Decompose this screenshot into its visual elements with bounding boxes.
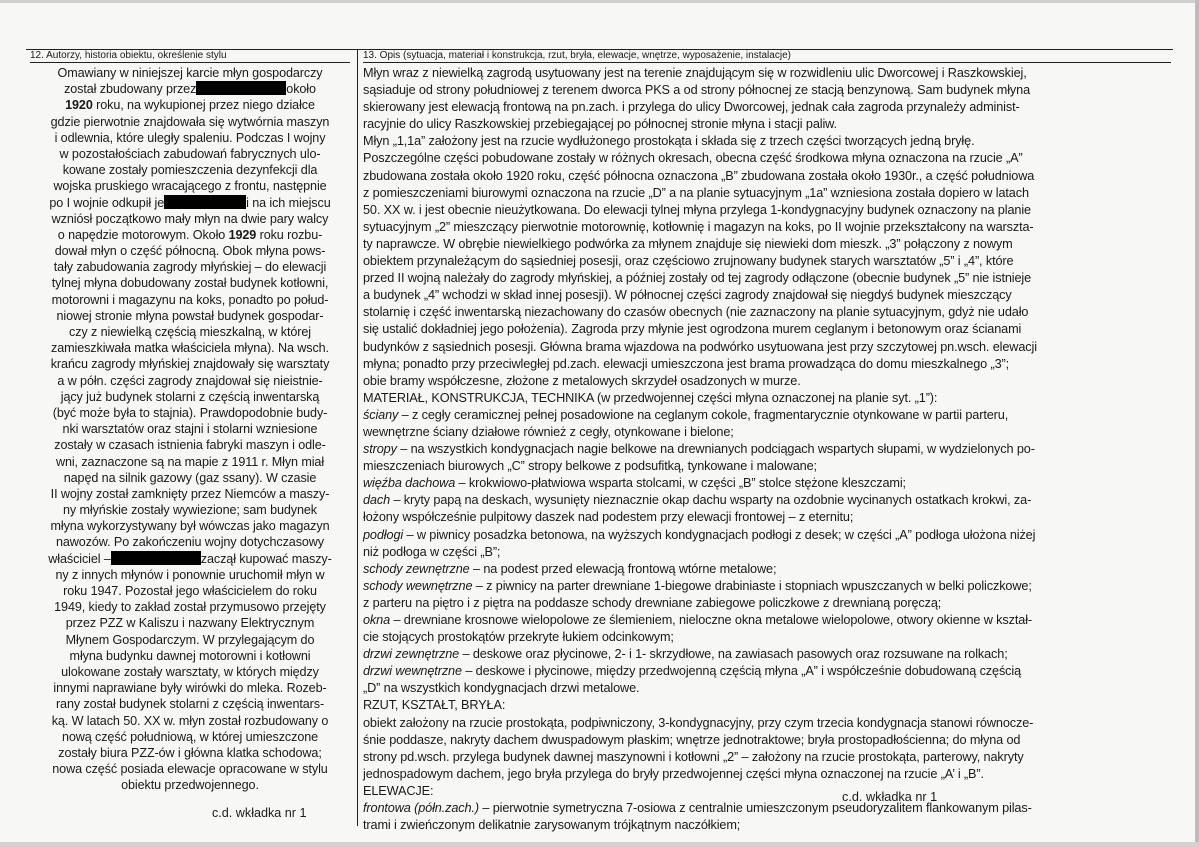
description-line: stolarnię i część inwentarską niezachowany do czasów obecnych (nie zaznaczony na planie sytuacyjnym, gdyż nie udało	[363, 305, 1029, 320]
history-text	[30, 65, 350, 793]
element-description: – w piwnicy posadzka betonowa, na wyższych kondygnacjach podłogi z desek; w części „A” podłoga ułożona niżej	[403, 527, 1036, 542]
history-line	[30, 696, 350, 712]
description-line: Młyn „1,1a” założony jest na rzucie wydłużonego prostokąta i składa się z trzech części tworzących jedną bryłę.	[363, 134, 975, 149]
element-term: stropy	[363, 442, 397, 457]
description-line: łożony współcześnie pulpitowy daszek nad podestem przy elewacji frontowej – z eternitu;	[363, 510, 854, 525]
description-line: skierowany jest elewacją frontową na pn.zach. i przylega do ulicy Dworcowej, jednak cała zagroda przynależy administ-	[363, 100, 1020, 115]
description-line: MATERIAŁ, KONSTRUKCJA, TECHNIKA (w przedwojennej części młyna oznaczonej na planie syt. „1”):	[363, 390, 938, 405]
description-line: wewnętrzne ściany działowe również z cegły, otynkowane i bielone;	[363, 424, 734, 439]
history-line-text: nawozów. Po zakończeniu wojny dotychczasowy	[55, 535, 324, 550]
history-line-text: napęd na silnik gazowy (gaz ssany). W czasie	[63, 470, 317, 485]
year-emphasis: 1920	[65, 98, 93, 113]
history-line-text: o napędzie motorowym. Około 1929 roku rozbu-	[57, 227, 323, 242]
history-line	[30, 65, 350, 81]
history-line-text: motorowni i magazynu na koks, ponadto po połud-	[51, 292, 329, 307]
redacted-name	[164, 195, 246, 209]
element-description: – kryty papą na deskach, wysunięty nieznacznie okap dachu wsparty na ozdobnie wycinanych ostatkach krokwi, za-	[390, 493, 1032, 508]
history-line-text: nowa część posiada elewacje opracowane w stylu	[52, 762, 328, 777]
history-line-text: i na ich miejscu	[246, 195, 331, 210]
history-line-text: niowej stronie młyna powstał budynek gospodar-	[56, 308, 324, 323]
description-line	[363, 663, 1171, 680]
history-line	[30, 648, 350, 664]
history-line	[30, 486, 350, 502]
history-line	[30, 518, 350, 534]
description-line	[363, 407, 1171, 424]
description-line: śnie poddasze, nakryty dachem dwuspadowym płaskim; wnętrze jednotraktowe; bryła prostopadłościenna; do młyna od	[363, 732, 1021, 747]
history-line-text: i odlewnia, które uległy spaleniu. Podczas I wojny	[54, 130, 326, 145]
description-line: RZUT, KSZTAŁT, BRYŁA:	[363, 698, 506, 713]
history-line-text: obiektu przedwojennego.	[121, 778, 259, 793]
description-line: mieszczeniach biurowych „C” stropy belkowe z podsufitką, tynkowane i malowane;	[363, 459, 817, 474]
history-line-text: zaczął kupować maszy-	[200, 551, 332, 566]
history-line	[30, 259, 350, 275]
history-line	[30, 470, 350, 486]
section-12-header: 12. Autorzy, historia obiektu, określenie stylu	[30, 49, 350, 63]
element-description: – na wszystkich kondygnacjach nagie belkowe na drewnianych podciągach wspartych słupami, w wydzielonych po-	[396, 442, 1035, 457]
element-description: – deskowe i płycinowe, między przedwojenną częścią młyna „A” i współcześnie dobudowaną częścią	[461, 664, 1022, 679]
history-line-text: 1949, kiedy to zakład został przymusowo przejęty	[54, 600, 326, 615]
history-line-text: młyna wykorzystywany był wówczas jako magazyn	[50, 519, 330, 534]
year-emphasis: 1929	[228, 227, 257, 242]
element-term: podłogi	[363, 527, 404, 542]
history-line-text: kowane zostały pomieszczenia dezynfekcji dla	[62, 163, 318, 178]
element-term: drzwi zewnętrzne	[363, 647, 460, 662]
element-description: – na podest przed elewacją frontową wtórne metalowe;	[469, 561, 777, 576]
description-line: „D” na wszystkich kondygnacjach drzwi metalowe.	[363, 681, 640, 696]
history-line-text: został zbudowany przez	[64, 82, 197, 97]
description-line: Poszczególne części pobudowane zostały w różnych okresach, obecna część środkowa młyna oznaczona na rzucie „A”	[363, 151, 1023, 166]
column-divider	[357, 49, 358, 826]
description-line: sytuacyjnym „2” mieszczący pierwotnie motorownię, kotłownię i magazyn na koks, po II wojnie przekształcony na warszta-	[363, 219, 1034, 234]
history-line-text: właściciel –	[48, 551, 111, 566]
description-line	[363, 492, 1171, 509]
history-line-text: (być może była to stajnia). Prawdopodobnie budy-	[52, 405, 328, 420]
history-line	[30, 454, 350, 470]
description-line: przed II wojną należały do zagrody młyńskiej, a później zostały od tej zagrody odłączone (obecnie budynek „5” nie istnieje	[363, 271, 1032, 286]
description-line: ty naprawcze. W obrębie niewielkiego podwórka za młynem znajduje się niewieki dom mieszk. „3” połączony z nowym	[363, 236, 1013, 251]
description-line: niż podłoga w części „B”;	[363, 544, 501, 559]
history-line	[30, 211, 350, 227]
history-line	[30, 146, 350, 162]
history-line-text: przez PZZ w Kaliszu i nazwany Elektrycznym	[65, 616, 315, 631]
description-line: z parteru na piętro i z piętra na poddasze schody drewniane zabiegowe policzkowe z drewnianą poręczą;	[363, 595, 942, 610]
history-line-text: jący już budynek stolarni z częścią inwentarską	[60, 389, 320, 404]
element-term: ściany	[363, 407, 399, 422]
history-line-text: czy z niewielką częścią mieszkalną, w której	[69, 325, 311, 339]
history-line-text: a w półn. części zagrody znajdował się nieistnie-	[57, 373, 323, 388]
history-line	[30, 308, 350, 324]
history-line	[30, 599, 350, 615]
history-line-text: ulokowane zostały warsztaty, w których między	[61, 664, 319, 679]
description-line	[363, 527, 1171, 544]
history-line	[30, 761, 350, 777]
history-line	[30, 195, 350, 211]
history-line-text: II wojny został zamknięty przez Niemców a maszy-	[50, 486, 330, 501]
element-description: – deskowe oraz płycinowe, 2- i 1- skrzydłowe, na zawiasach pasowych oraz rozsuwane na rolkach;	[459, 647, 1008, 662]
history-line	[30, 162, 350, 178]
element-term: schody wewnętrzne	[363, 578, 473, 593]
element-description: – z piwnicy na parter drewniane 1-biegowe drabiniaste i stopniach wpuszczanych w belki policzkowe;	[472, 578, 1032, 593]
history-line-text: roku 1947. Pozostał jego właścicielem do roku	[63, 584, 317, 598]
element-description: – z cegły ceramicznej pełnej posadowione na ceglanym cokole, fragmentarycznie otynkowane w partii parteru,	[398, 407, 1009, 422]
history-line	[30, 130, 350, 146]
history-line	[30, 729, 350, 745]
history-line	[30, 680, 350, 696]
description-line: jednospadowym dachem, jego bryła przylega do bryły przedwojennej części młyna oznaczonej na rzucie „A’ i „B”.	[363, 766, 984, 781]
history-line-text: tały zabudowania zagrody młyńskiej – do elewacji	[53, 260, 327, 275]
description-line: trami i zwieńczonym delikatnie zarysowanym trójkątnym naczółkiem;	[363, 818, 741, 833]
history-line	[30, 324, 350, 340]
history-line	[30, 421, 350, 437]
description-line: obiekt założony na rzucie prostokąta, podpiwniczony, 3-kondygnacyjny, przy czym trzecia kondygnacja stanowi równocze-	[363, 715, 1034, 730]
description-line: sąsiaduje od strony południowej z terenem dworca PKS a od strony północnej ze stacją benzynową. Sam budynek młyna	[363, 83, 1031, 98]
description-line: Młyn wraz z niewielką zagrodą usytuowany jest na terenie znajdującym się w rozwidleniu ulic Dworcowej i Raszkowskiej,	[363, 66, 1027, 80]
history-line	[30, 405, 350, 421]
sheet-edge-bottom	[0, 842, 1199, 847]
redacted-name	[111, 551, 201, 565]
history-line-text: młyna budynku dawnej motorowni i kotłowni	[69, 648, 311, 663]
history-line	[30, 713, 350, 729]
description-line	[363, 800, 1171, 817]
history-line-text: innymi naprawiane były wirówki do mleka. Rozeb-	[53, 681, 327, 696]
history-line	[30, 534, 350, 550]
history-line-text: wojska pruskiego wracającego z frontu, następnie	[53, 179, 327, 194]
description-line: cie stojących prostokątów przekryte łukiem odcinkowym;	[363, 630, 674, 645]
history-line	[30, 632, 350, 648]
section-13-header: 13. Opis (sytuacja, materiał i konstrukcja, rzut, bryła, elewacje, wnętrze, wyposażenie, instalacje)	[363, 49, 1171, 63]
history-line	[30, 551, 350, 567]
history-line	[30, 437, 350, 453]
element-term: frontowa (półn.zach.)	[363, 801, 479, 816]
history-line-text: po I wojnie odkupił je	[49, 195, 165, 210]
history-line	[30, 777, 350, 793]
history-line	[30, 502, 350, 518]
description-line: budynków z sąsiednich posesji. Główna brama wjazdowa na podwórko usytuowana jest przy szczytowej pn.wsch. elewacji	[363, 339, 1037, 354]
description-line: z pomieszczeniami biurowymi oznaczona na rzucie „D” a na planie sytuacyjnym „1a” wzniesiona została dopiero w latach	[363, 185, 1029, 200]
history-line-text: zamieszkiwała matka właściciela młyna). Na wsch.	[51, 341, 329, 356]
description-line: zbudowana została około 1920 roku, część północna oznaczona „B” zbudowana została około 1930r., a część południowa	[363, 168, 1035, 183]
element-term: więźba dachowa	[363, 476, 456, 491]
history-line	[30, 389, 350, 405]
left-column-history	[30, 49, 350, 829]
history-line	[30, 243, 350, 259]
history-line	[30, 356, 350, 372]
history-line-text: zostały biura PZZ-ów i główna klatka schodowa;	[58, 745, 322, 760]
description-text	[363, 65, 1171, 834]
history-line-text: dował młyn o część północną. Obok młyna pows-	[54, 244, 326, 259]
right-column-description	[363, 49, 1171, 833]
history-line	[30, 615, 350, 631]
history-line	[30, 340, 350, 356]
history-line	[30, 227, 350, 243]
history-line	[30, 81, 350, 97]
element-term: drzwi wewnętrzne	[363, 664, 462, 679]
history-line	[30, 275, 350, 291]
history-line-text: ny z innych młynów i ponownie uruchomił młyn w	[55, 567, 325, 582]
history-line	[30, 373, 350, 389]
element-description: – pierwotnie symetryczna 7-osiowa z centralnie umieszczonym pseudoryzalitem flankowanym pilas-	[478, 801, 1032, 816]
history-line-text: Młynem Gospodarczym. W przylegającym do	[65, 632, 315, 647]
element-term: schody zewnętrzne	[363, 561, 470, 576]
history-line	[30, 745, 350, 761]
description-line: młyna; ponadto przy przeciwległej pd.zach. elewacji umieszczona jest brama prowadząca do domu mieszkalnego „3”;	[363, 356, 1010, 371]
element-term: okna	[363, 613, 391, 627]
history-line-text: nki warsztatów oraz stajni i stolarni wzniesione	[62, 422, 318, 437]
description-line: obie bramy współczesne, złożone z metalowych skrzydeł osadzonych w murze.	[363, 373, 801, 388]
sheet-edge-right	[1195, 0, 1199, 847]
description-line: obiektem przynależącym do sąsiedniej posesji, oraz częściowo zrujnowany budynek starych warsztatów „5” i „4”, które	[363, 254, 1014, 269]
history-line	[30, 114, 350, 130]
description-line: racyjnie do ulicy Raszkowskiej przebiegającej po północnej stronie młyna i stacji paliw.	[363, 117, 837, 132]
description-line	[363, 612, 1171, 629]
history-line-text: wni, zaznaczone są na mapie z 1911 r. Młyn miał	[55, 454, 325, 469]
history-line	[30, 292, 350, 308]
history-line-text: Omawiany w niniejszej karcie młyn gospodarczy	[57, 66, 323, 80]
description-line: a budynek „4” wchodzi w skład innej posesji). W północnej części zagrody znajdował się niegdyś budynek mieszczący	[363, 288, 1012, 303]
history-line-text: ką. W latach 50. XX w. młyn został rozbudowany o	[51, 713, 329, 728]
description-line: ELEWACJE:	[363, 783, 434, 798]
history-line	[30, 583, 350, 599]
history-line-text: nową część południową, w której umieszczone	[61, 729, 319, 744]
history-line	[30, 97, 350, 113]
history-line-text: około	[286, 82, 316, 97]
sheet-edge-top	[0, 0, 1199, 3]
history-line-text: wzniósł początkowo mały młyn na dwie pary walcy	[51, 211, 329, 226]
redacted-name	[196, 81, 286, 95]
continuation-note-left: c.d. wkładka nr 1	[212, 806, 307, 820]
history-line-text: w pozostałościach zabudowań fabrycznych ulo-	[59, 146, 321, 161]
history-line	[30, 567, 350, 583]
description-line: się ustalić dokładniej jego położenia). Zagroda przy młynie jest ogrodzona murem ceglanym i betonowym oraz ścianami	[363, 322, 1022, 337]
description-line: strony pd.wsch. przylega budynek dawnej maszynowni i kotłowni „2” – założony na rzucie prostokąta, parterowy, nakryty	[363, 749, 1024, 764]
history-line-text: krańcu zagrody młyńskiej znajdowały się warsztaty	[50, 357, 330, 372]
history-line-text: gdzie pierwotnie znajdowała się wytwórnia maszyn	[50, 114, 330, 129]
history-line-text: tylnej młyna dobudowany został budynek kotłowni,	[51, 276, 329, 291]
history-line-text: rany został budynek stolarni z częścią inwentars-	[55, 697, 325, 712]
history-line	[30, 664, 350, 680]
description-line	[363, 646, 1171, 663]
element-description: – drewniane krosnowe wielopolowe ze ślemieniem, nieloczne okna metalowe wielopolowe, otwory okienne w kształ-	[390, 613, 1032, 627]
description-line	[363, 475, 1171, 492]
description-line: 50. XX w. i jest obecnie nieużytkowana. Do elewacji tylnej młyna przylega 1-kondygnacyjny budynek oznaczony na planie	[363, 202, 1031, 217]
history-line	[30, 178, 350, 194]
history-line-text: ny młyńskie zostały wywiezione; sam budynek	[63, 503, 317, 518]
description-line	[363, 578, 1171, 595]
continuation-note-right: c.d. wkładka nr 1	[842, 790, 938, 804]
history-line-text: zostały w czasach istnienia fabryki maszyn i odle-	[54, 438, 326, 453]
description-line	[363, 561, 1171, 578]
element-term: dach	[363, 493, 391, 508]
description-line	[363, 441, 1171, 458]
element-description: – krokwiowo-płatwiowa wsparta stolcami, w części „B” stolce stężone kleszczami;	[455, 476, 906, 491]
history-line-text: 1920 roku, na wykupionej przez niego działce	[65, 98, 315, 113]
